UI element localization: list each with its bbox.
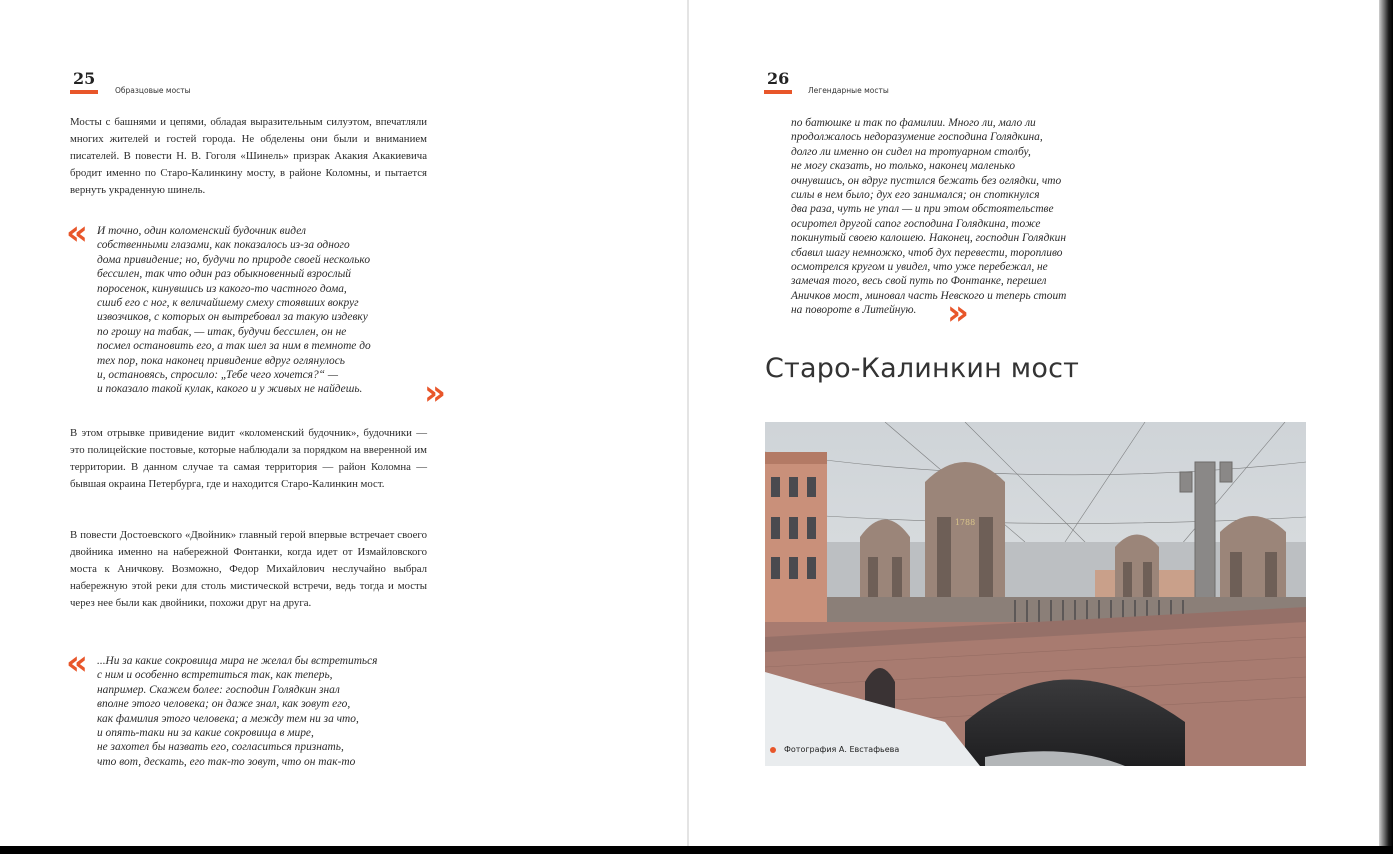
quote-close-mark: » [424,373,446,413]
page-edge-shadow [1379,0,1393,846]
section-title: Образцовые мосты [115,86,191,95]
left-page [0,0,688,846]
dostoevsky-quote-continued: по батюшке и так по фамилии. Много ли, мало ли продолжалось недоразумение господина Голядкина, долго ли именно он сидел на тротуарном столбу, не могу сказать, но только, наконец маленько очнувшись, он вдруг пустился бежать без оглядки, что силы в нем было; дух его занимался; он споткнулся два раза, чуть не упал — и при этом обстоятельстве осиротел другой сапог господина Голядкина, тоже покинутый своею калошею. Наконец, господин Голядкин сбавил шагу немножко, чтоб дух перевести, торопливо осмотрелся кругом и увидел, что уже перебежал, не замечая того, весь свой путь по Фонтанке, перешел Аничков мост, миновал часть Невского и теперь стоит на повороте в Литейную. [791,117,1067,317]
body-paragraph: Мосты с башнями и цепями, обладая выразительным силуэтом, впечатляли многих жителей и гостей города. Не обделены они были и вниманием писателей. В повести Н. В. Гоголя «Шинель» призрак Акакия Акакиевича бродит именно по Старо-Калинкину мосту, в районе Коломны, и пытается вернуть украденную шинель. [70,116,427,196]
quote-close-mark: » [947,293,969,333]
dostoevsky-quote: ...Ни за какие сокровища мира не желал бы встретиться с ним и особенно встретиться так, как теперь, например. Скажем более: господин Голядкин знал вполне этого человека; он даже знал, как зовут его, как фамилия этого человека; а между тем ни за что, и опять-таки ни за какие сокровища в мире, не захотел бы назвать его, согласиться признать, что вот, дескать, его так-то зовут, что он так-то [97,655,378,768]
bridge-year-plaque: 1788 [954,518,976,527]
page-number: 26 [767,69,790,88]
page-number: 25 [73,69,96,88]
section-heading: Старо-Калинкин мост [765,353,1080,384]
photo-caption [770,745,899,754]
page-number-underline [70,90,98,94]
body-paragraph: В повести Достоевского «Двойник» главный герой впервые встречает своего двойника именно на набережной Фонтанки, когда идет от Измайловского моста к Аничкову. Возможно, Федор Михайлович неслучайно выбрал набережную этой реки для столь мистической встречи, ведь тогда и мосты через нее были как двойники, похожи друг на друга. [70,529,427,609]
caption-bullet-icon [770,747,776,753]
bridge-photo [765,422,1306,766]
quote-open-mark: « [66,643,88,683]
photo-caption-text: Фотография А. Евстафьева [784,745,900,754]
body-paragraph: В этом отрывке привидение видит «коломенский будочник», будочники — это полицейские постовые, которые наблюдали за порядком на вверенной им территории. В данном случае та самая территория — район Коломна — бывшая окраина Петербурга, где и находится Старо-Калинкин мост. [70,427,427,490]
section-title: Легендарные мосты [808,86,889,95]
page-number-underline [764,90,792,94]
gogol-quote: И точно, один коломенский будочник видел собственными глазами, как показалось из-за одного дома привидение; но, будучи по природе своей несколько бессилен, так что один раз обыкновенный взрослый поросенок, кинувшись из какого-то частного дома, сшиб его с ног, к величайшему смеху стоявших вокруг извозчиков, с которых он вытребовал за такую издевку по грошу на табак, — итак, будучи бессилен, он не посмел остановить его, а так шел за ним в темноте до тех пор, пока наконец привидение вдруг оглянулось и, остановясь, спросило: „Тебе чего хочется?“ — и показало такой кулак, какого и у живых не найдешь. [97,225,371,396]
quote-open-mark: « [66,213,88,253]
